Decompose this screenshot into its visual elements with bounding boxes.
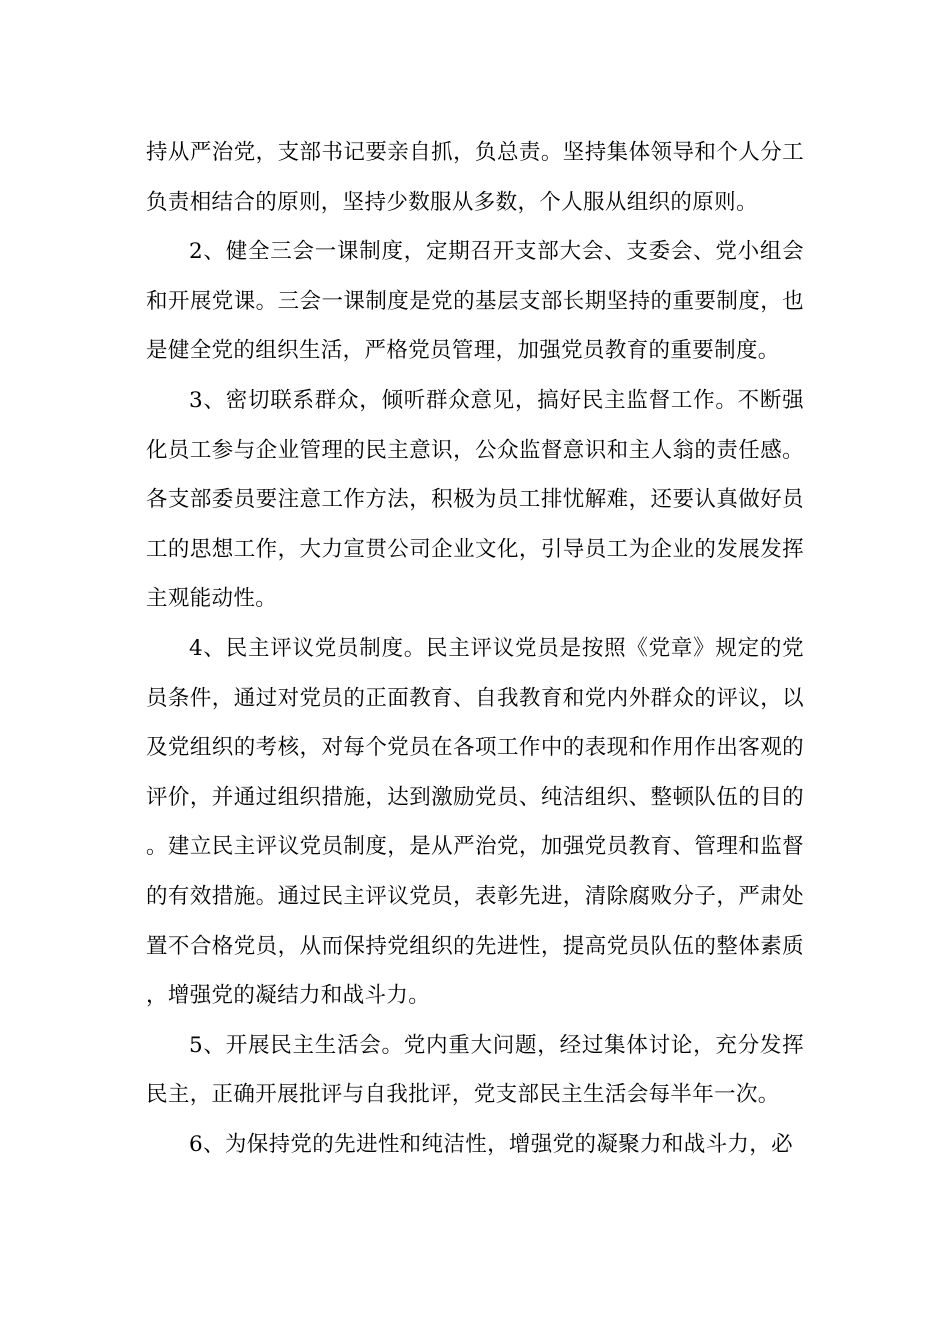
paragraph-item-3: 3、密切联系群众，倾听群众意见，搞好民主监督工作。不断强化员工参与企业管理的民主意识，公众监督意识和主人翁的责任感。各支部委员要注意工作方法，积极为员工排忧解难，还要认真做好员工的思想工作，大力宣贯公司企业文化，引导员工为企业的发展发挥主观能动性。 [146, 387, 804, 612]
paragraph-item-2: 2、健全三会一课制度，定期召开支部大会、支委会、党小组会和开展党课。三会一课制度是党的基层支部长期坚持的重要制度，也是健全党的组织生活，严格党员管理，加强党员教育的重要制度。 [146, 239, 804, 364]
paragraph-item-4: 4、民主评议党员制度。民主评议党员是按照《党章》规定的党员条件，通过对党员的正面教育、自我教育和党内外群众的评议，以及党组织的考核，对每个党员在各项工作中的表现和作用作出客观的评价，并通过组织措施，达到激励党员、纯洁组织、整顿队伍的目的。建立民主评议党员制度，是从严治党，加强党员教育、管理和监督的有效措施。通过民主评议党员，表彰先进，清除腐败分子，严肃处置不合格党员，从而保持党组织的先进性，提高党员队伍的整体素质，增强党的凝结力和战斗力。 [146, 635, 804, 1009]
paragraph-item-6: 6、为保持党的先进性和纯洁性，增强党的凝聚力和战斗力，必 [189, 1131, 793, 1157]
paragraph-item-5: 5、开展民主生活会。党内重大问题，经过集体讨论，充分发挥民主，正确开展批评与自我批评，党支部民主生活会每半年一次。 [146, 1032, 804, 1108]
paragraph-continued: 持从严治党，支部书记要亲自抓，负总责。坚持集体领导和个人分工负责相结合的原则，坚持少数服从多数，个人服从组织的原则。 [146, 140, 804, 215]
document-body [146, 128, 804, 1169]
